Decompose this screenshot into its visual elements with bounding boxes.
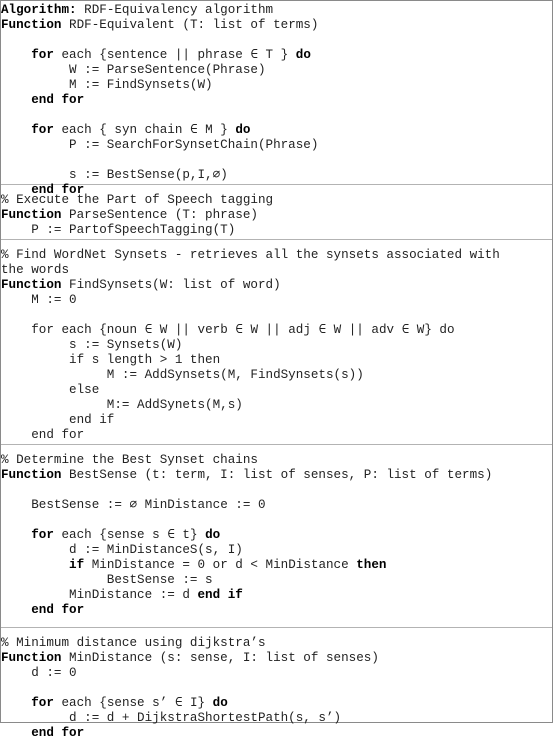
code-text [1,558,69,572]
code-line [1,323,455,338]
code-line [1,543,243,558]
keyword: for [31,123,54,137]
code-text: BestSense (t: term, I: list of senses, P: list of terms) [61,468,493,482]
code-line [1,453,258,468]
code-line [1,263,69,278]
code-text: each { syn chain ∈ M } [53,123,236,137]
code-text: if s length > 1 then [1,353,221,367]
keyword: Function [1,18,62,32]
code-line [1,368,364,383]
keyword: end for [31,726,85,740]
code-line [1,588,243,603]
keyword: do [205,528,221,542]
code-text: ParseSentence (T: phrase) [61,208,258,222]
code-text: each {sense s’ ∈ I} [53,696,213,710]
keyword: Function [1,278,62,292]
code-line [1,248,500,263]
code-line [1,666,77,681]
code-text: each {sentence || phrase ∈ T } [53,48,296,62]
code-text [1,696,31,710]
code-text: % Minimum distance using dijkstra’s [1,636,266,650]
code-text [1,603,31,617]
code-line [1,528,220,543]
code-text: M := 0 [1,293,77,307]
code-line [1,278,281,293]
code-text: P := SearchForSynsetChain(Phrase) [1,138,319,152]
section-divider [1,444,552,445]
section-divider [1,627,552,628]
code-line [1,383,99,398]
code-text: % Determine the Best Synset chains [1,453,258,467]
algorithm-label: Algorithm: [1,3,77,17]
code-line [1,573,213,588]
keyword: end for [31,183,85,197]
code-line [1,223,235,238]
code-text [1,123,31,137]
code-line [1,48,311,63]
code-text: end for [1,428,85,442]
code-text: RDF-Equivalent (T: list of terms) [61,18,319,32]
keyword: do [212,696,228,710]
code-line [1,293,77,308]
code-text [1,726,31,740]
code-text: each {sense s ∈ t} [53,528,206,542]
keyword: for [31,696,54,710]
keyword: Function [1,651,62,665]
code-text: W := ParseSentence(Phrase) [1,63,266,77]
code-line [1,338,182,353]
code-line [1,651,379,666]
keyword: end for [31,603,85,617]
code-line [1,428,84,443]
code-text: M:= AddSynets(M,s) [1,398,243,412]
code-line [1,138,318,153]
code-text: MinDistance (s: sense, I: list of senses) [61,651,379,665]
code-line [1,558,386,573]
keyword: do [235,123,251,137]
code-line [1,123,250,138]
code-text [1,528,31,542]
algorithm-name: RDF-Equivalency algorithm [84,3,274,17]
code-line [1,603,84,618]
code-text: MinDistance = 0 or d < MinDistance [84,558,357,572]
code-text: d := 0 [1,666,77,680]
algorithm-caption [1,3,273,18]
code-line [1,696,228,711]
code-line [1,726,84,741]
code-text: for each {noun ∈ W || verb ∈ W || adj ∈ W || adv ∈ W} do [1,323,455,337]
code-text: end if [1,413,115,427]
keyword: end for [31,93,85,107]
code-text: % Execute the Part of Speech tagging [1,193,274,207]
code-line [1,78,213,93]
code-line [1,18,318,33]
keyword: Function [1,468,62,482]
keyword: if [69,558,85,572]
code-text: s := Synsets(W) [1,338,183,352]
code-line [1,711,341,726]
code-text: d := d + DijkstraShortestPath(s, s’) [1,711,342,725]
code-text [1,93,31,107]
code-text: the words [1,263,70,277]
code-text: FindSynsets(W: list of word) [61,278,281,292]
code-line [1,468,492,483]
code-line [1,193,273,208]
code-line [1,413,114,428]
code-text: s := BestSense(p,I,∅) [1,168,228,182]
keyword: end if [197,588,243,602]
code-line [1,636,266,651]
code-text: BestSense := ∅ MinDistance := 0 [1,498,266,512]
keyword: do [295,48,311,62]
code-text: MinDistance := d [1,588,198,602]
code-line [1,208,258,223]
code-text: BestSense := s [1,573,213,587]
code-text: M := AddSynsets(M, FindSynsets(s)) [1,368,364,382]
keyword: for [31,528,54,542]
code-line [1,353,220,368]
keyword: then [356,558,387,572]
code-line [1,63,266,78]
section-divider [1,239,552,240]
code-text: else [1,383,100,397]
code-line [1,93,84,108]
code-line [1,398,243,413]
code-line [1,498,266,513]
code-line [1,168,228,183]
code-text: % Find WordNet Synsets - retrieves all the synsets associated with [1,248,500,262]
code-text: P := PartofSpeechTagging(T) [1,223,236,237]
code-text: M := FindSynsets(W) [1,78,213,92]
keyword: Function [1,208,62,222]
code-text [1,48,31,62]
code-text: d := MinDistanceS(s, I) [1,543,243,557]
keyword: for [31,48,54,62]
